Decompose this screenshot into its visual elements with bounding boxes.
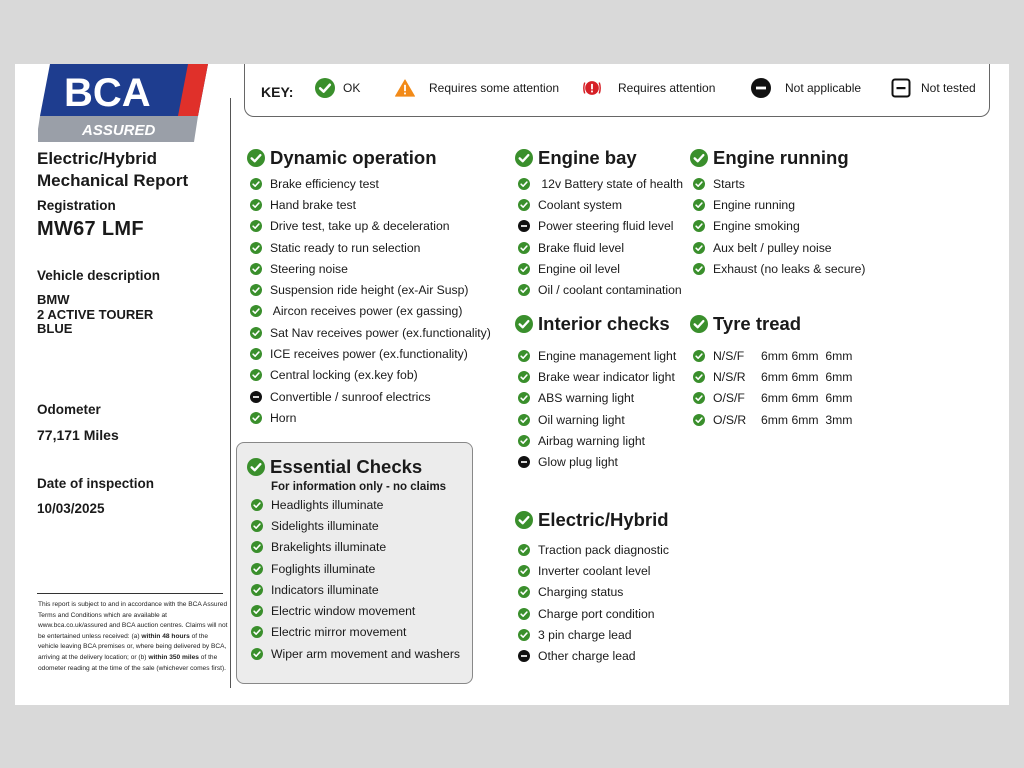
vehicle-make: BMW	[37, 292, 70, 307]
section-title	[247, 455, 472, 479]
check-item-label: Engine oil level	[538, 261, 620, 276]
check-item-label: Brake efficiency test	[270, 176, 379, 191]
check-item-label: Headlights illuminate	[271, 497, 384, 512]
check-item-label: Aux belt / pulley noise	[713, 240, 832, 255]
section-title-text: Tyre tread	[713, 313, 802, 334]
check-item-label: Electric window movement	[271, 604, 416, 619]
minus-circle-icon	[518, 220, 530, 232]
section-title-text: Engine running	[713, 147, 849, 168]
check-item	[250, 365, 491, 386]
check-item	[250, 407, 491, 428]
check-item	[518, 173, 683, 194]
tyre-position: N/S/R	[713, 369, 746, 384]
check-circle-icon	[518, 199, 530, 211]
check-item-label: Brakelights illuminate	[271, 540, 387, 555]
check-circle-icon	[518, 178, 530, 190]
tyre-position: O/S/F	[713, 391, 745, 406]
odometer-label: Odometer	[37, 402, 101, 417]
check-item	[250, 194, 491, 215]
check-item-label: Static ready to run selection	[270, 240, 421, 255]
registration-value: MW67 LMF	[37, 218, 144, 240]
check-circle-icon	[518, 544, 530, 556]
registration-label: Registration	[37, 198, 116, 213]
check-item	[250, 258, 491, 279]
tyre-row	[693, 366, 852, 387]
check-circle-icon	[250, 327, 262, 339]
check-circle-icon	[251, 541, 263, 553]
check-item-label: Oil / coolant contamination	[538, 283, 682, 298]
check-circle-icon	[315, 78, 335, 98]
check-item-label: Charging status	[538, 585, 624, 600]
disclaimer-divider	[37, 593, 223, 594]
check-item-label: Foglights illuminate	[271, 561, 376, 576]
minus-circle-icon	[518, 456, 530, 468]
check-item-label: Drive test, take up & deceleration	[270, 219, 450, 234]
check-item-label: Sidelights illuminate	[271, 518, 379, 533]
section-title-text: Interior checks	[538, 313, 670, 334]
section-title-text: Electric/Hybrid	[538, 509, 669, 530]
disclaimer-part2: of the vehicle leaving BCA premises or, where being delivered by BCA, arriving at the delivery location; or (b)	[38, 632, 227, 661]
check-list	[518, 173, 683, 301]
section-title	[690, 146, 865, 170]
tyre-list	[693, 345, 852, 430]
check-item-label: Engine smoking	[713, 219, 800, 234]
check-item-label: ABS warning light	[538, 391, 635, 406]
section-title-text: Essential Checks	[270, 456, 423, 477]
check-item	[518, 645, 669, 666]
check-list	[250, 173, 491, 429]
check-circle-icon	[518, 392, 530, 404]
check-item-label: Engine running	[713, 197, 795, 212]
check-circle-icon	[518, 371, 530, 383]
key-not-applicable	[751, 78, 861, 98]
check-circle-icon	[693, 392, 705, 404]
check-circle-icon	[250, 305, 262, 317]
check-circle-icon	[251, 626, 263, 638]
check-item	[518, 388, 676, 409]
check-item	[518, 237, 683, 258]
check-item	[518, 366, 676, 387]
check-circle-icon	[251, 648, 263, 660]
check-item	[518, 216, 683, 237]
check-item	[518, 603, 669, 624]
section-title	[515, 312, 676, 336]
check-item-label: Coolant system	[538, 197, 622, 212]
check-item	[250, 216, 491, 237]
check-item	[251, 622, 472, 643]
check-circle-icon	[693, 371, 705, 383]
check-circle-icon	[518, 435, 530, 447]
check-item	[250, 279, 491, 300]
check-item	[693, 258, 865, 279]
check-item	[251, 515, 472, 536]
check-list	[518, 539, 669, 667]
check-item-label: Brake wear indicator light	[538, 369, 675, 384]
check-item-label: Steering noise	[270, 261, 348, 276]
section-tyre-tread	[690, 312, 852, 430]
check-item-label: ICE receives power (ex.functionality)	[270, 347, 468, 362]
check-circle-icon	[518, 565, 530, 577]
check-item-label: Exhaust (no leaks & secure)	[713, 261, 866, 276]
check-circle-icon	[251, 520, 263, 532]
key-ok-label: OK	[343, 81, 361, 95]
check-item-label: Engine management light	[538, 348, 677, 363]
disclaimer-text	[38, 600, 230, 674]
check-circle-icon	[251, 563, 263, 575]
check-circle-icon	[690, 149, 708, 167]
check-circle-icon	[251, 605, 263, 617]
check-circle-icon	[518, 629, 530, 641]
section-electric-hybrid	[515, 508, 669, 667]
check-item-label: Starts	[713, 176, 745, 191]
check-item-label: Suspension ride height (ex-Air Susp)	[270, 283, 469, 298]
check-circle-icon	[693, 350, 705, 362]
tyre-position: N/S/F	[713, 348, 745, 363]
section-essential-checks	[236, 442, 473, 684]
logo-text: BCA	[64, 71, 151, 115]
inspection-date-value: 10/03/2025	[37, 501, 105, 516]
check-item-label: 12v Battery state of health	[538, 176, 683, 191]
check-item	[518, 430, 676, 451]
tyre-depths: 6mm 6mm 6mm	[761, 369, 853, 384]
check-item	[251, 643, 472, 664]
report-title-line2: Mechanical Report	[37, 171, 189, 190]
check-item-label: Hand brake test	[270, 197, 357, 212]
key-not-applicable-label: Not applicable	[785, 81, 862, 95]
check-item	[251, 537, 472, 558]
key-attention-label: Requires attention	[618, 81, 716, 95]
section-title	[247, 146, 491, 170]
check-item	[250, 237, 491, 258]
disclaimer-part3: of the odometer reading at the time of the sale (whichever comes first).	[38, 653, 227, 672]
minus-circle-icon	[518, 650, 530, 662]
logo-subtitle: ASSURED	[82, 122, 156, 139]
disclaimer-part1: This report is subject to and in accordance with the BCA Assured Terms and Conditions which are available at www.bca.co.uk/assured and BCA auction centres. Claims will not be entertained unless received: (a)	[38, 601, 228, 640]
check-circle-icon	[250, 284, 262, 296]
status-key	[244, 64, 990, 117]
vehicle-description-label: Vehicle description	[37, 268, 161, 283]
disclaimer-bold2: within 350 miles	[148, 653, 199, 661]
check-item-label: Charge port condition	[538, 606, 655, 621]
check-item-label: Convertible / sunroof electrics	[270, 389, 431, 404]
key-title: KEY:	[261, 84, 294, 100]
check-circle-icon	[251, 499, 263, 511]
check-item	[251, 600, 472, 621]
check-circle-icon	[518, 414, 530, 426]
section-title	[515, 146, 683, 170]
check-circle-icon	[693, 220, 705, 232]
check-item	[518, 279, 683, 300]
section-dynamic-operation	[247, 146, 491, 429]
report-title	[37, 148, 237, 192]
key-some-attention	[395, 78, 559, 98]
check-list	[251, 494, 472, 664]
bca-assured-logo	[38, 64, 208, 142]
tyre-row	[693, 388, 852, 409]
check-item	[250, 322, 491, 343]
key-some-attention-label: Requires some attention	[429, 81, 560, 95]
check-list	[693, 173, 865, 279]
tyre-depths: 6mm 6mm 3mm	[761, 412, 853, 427]
check-circle-icon	[693, 414, 705, 426]
check-item	[518, 451, 676, 472]
check-circle-icon	[690, 315, 708, 333]
check-item-label: Oil warning light	[538, 412, 625, 427]
check-circle-icon	[515, 149, 533, 167]
check-item-label: Wiper arm movement and washers	[271, 646, 460, 661]
check-circle-icon	[250, 199, 262, 211]
check-circle-icon	[251, 584, 263, 596]
essential-subtitle: For information only - no claims	[271, 481, 447, 493]
section-title	[690, 312, 852, 336]
check-item-label: Brake fluid level	[538, 240, 625, 255]
check-item	[250, 173, 491, 194]
key-ok	[315, 78, 360, 98]
check-circle-icon	[515, 511, 533, 529]
check-item	[693, 216, 865, 237]
key-not-tested	[891, 78, 976, 98]
column-divider	[230, 98, 231, 688]
section-engine-bay	[515, 146, 683, 301]
disclaimer-bold1: within 48 hours	[141, 632, 190, 640]
check-circle-icon	[518, 242, 530, 254]
check-item	[251, 579, 472, 600]
check-item-label: Airbag warning light	[538, 433, 646, 448]
check-item-label: Horn	[270, 410, 297, 425]
check-circle-icon	[693, 199, 705, 211]
check-item-label: Sat Nav receives power (ex.functionality)	[270, 325, 491, 340]
check-item-label: Inverter coolant level	[538, 563, 651, 578]
check-circle-icon	[247, 149, 265, 167]
check-circle-icon	[693, 178, 705, 190]
vehicle-colour: BLUE	[37, 321, 73, 336]
minus-square-icon	[891, 78, 911, 98]
check-item	[518, 409, 676, 430]
key-attention	[582, 78, 715, 98]
check-item	[251, 558, 472, 579]
section-engine-running	[690, 146, 865, 279]
check-item-label: Electric mirror movement	[271, 625, 407, 640]
check-item	[518, 194, 683, 215]
check-item-label: Other charge lead	[538, 649, 636, 664]
warning-triangle-icon	[395, 78, 415, 98]
check-item	[518, 258, 683, 279]
check-item-label: 3 pin charge lead	[538, 627, 632, 642]
section-interior-checks	[515, 312, 676, 473]
check-item	[518, 582, 669, 603]
tyre-depths: 6mm 6mm 6mm	[761, 348, 853, 363]
tyre-row	[693, 409, 852, 430]
report-title-line1: Electric/Hybrid	[37, 149, 157, 168]
check-item	[693, 194, 865, 215]
check-item	[250, 343, 491, 364]
check-circle-icon	[250, 178, 262, 190]
vehicle-description	[37, 293, 153, 337]
check-item-label: Central locking (ex.key fob)	[270, 368, 418, 383]
minus-circle-icon	[751, 78, 771, 98]
check-circle-icon	[518, 608, 530, 620]
check-item	[251, 494, 472, 515]
check-circle-icon	[693, 263, 705, 275]
minus-circle-icon	[250, 391, 262, 403]
check-item-label: Indicators illuminate	[271, 582, 379, 597]
check-item	[518, 345, 676, 366]
check-circle-icon	[250, 369, 262, 381]
check-circle-icon	[250, 263, 262, 275]
report-sheet	[15, 64, 1009, 705]
check-item	[518, 539, 669, 560]
tyre-position: O/S/R	[713, 412, 747, 427]
check-item	[518, 624, 669, 645]
check-circle-icon	[518, 350, 530, 362]
check-item	[250, 301, 491, 322]
check-item	[250, 386, 491, 407]
section-title	[515, 508, 669, 532]
check-circle-icon	[247, 458, 265, 476]
check-circle-icon	[250, 412, 262, 424]
check-circle-icon	[250, 348, 262, 360]
check-item	[518, 560, 669, 581]
check-item-label: Glow plug light	[538, 455, 618, 470]
check-list	[518, 345, 676, 473]
vehicle-model: 2 ACTIVE TOURER	[37, 306, 154, 322]
check-circle-icon	[250, 242, 262, 254]
odometer-value: 77,171 Miles	[37, 427, 119, 443]
check-item-label: Power steering fluid level	[538, 219, 674, 234]
section-title-text: Engine bay	[538, 147, 637, 168]
inspection-date-label: Date of inspection	[37, 476, 155, 491]
check-item	[693, 173, 865, 194]
check-circle-icon	[518, 263, 530, 275]
key-not-tested-label: Not tested	[921, 81, 976, 95]
section-title-text: Dynamic operation	[270, 147, 437, 168]
check-item	[693, 237, 865, 258]
tyre-depths: 6mm 6mm 6mm	[761, 391, 853, 406]
check-circle-icon	[515, 315, 533, 333]
check-circle-icon	[518, 284, 530, 296]
check-circle-icon	[518, 586, 530, 598]
check-item-label: Aircon receives power (ex gassing)	[270, 304, 463, 319]
tyre-row	[693, 345, 852, 366]
alert-circle-icon	[582, 78, 602, 98]
check-circle-icon	[693, 242, 705, 254]
check-circle-icon	[250, 220, 262, 232]
check-item-label: Traction pack diagnostic	[538, 542, 669, 557]
